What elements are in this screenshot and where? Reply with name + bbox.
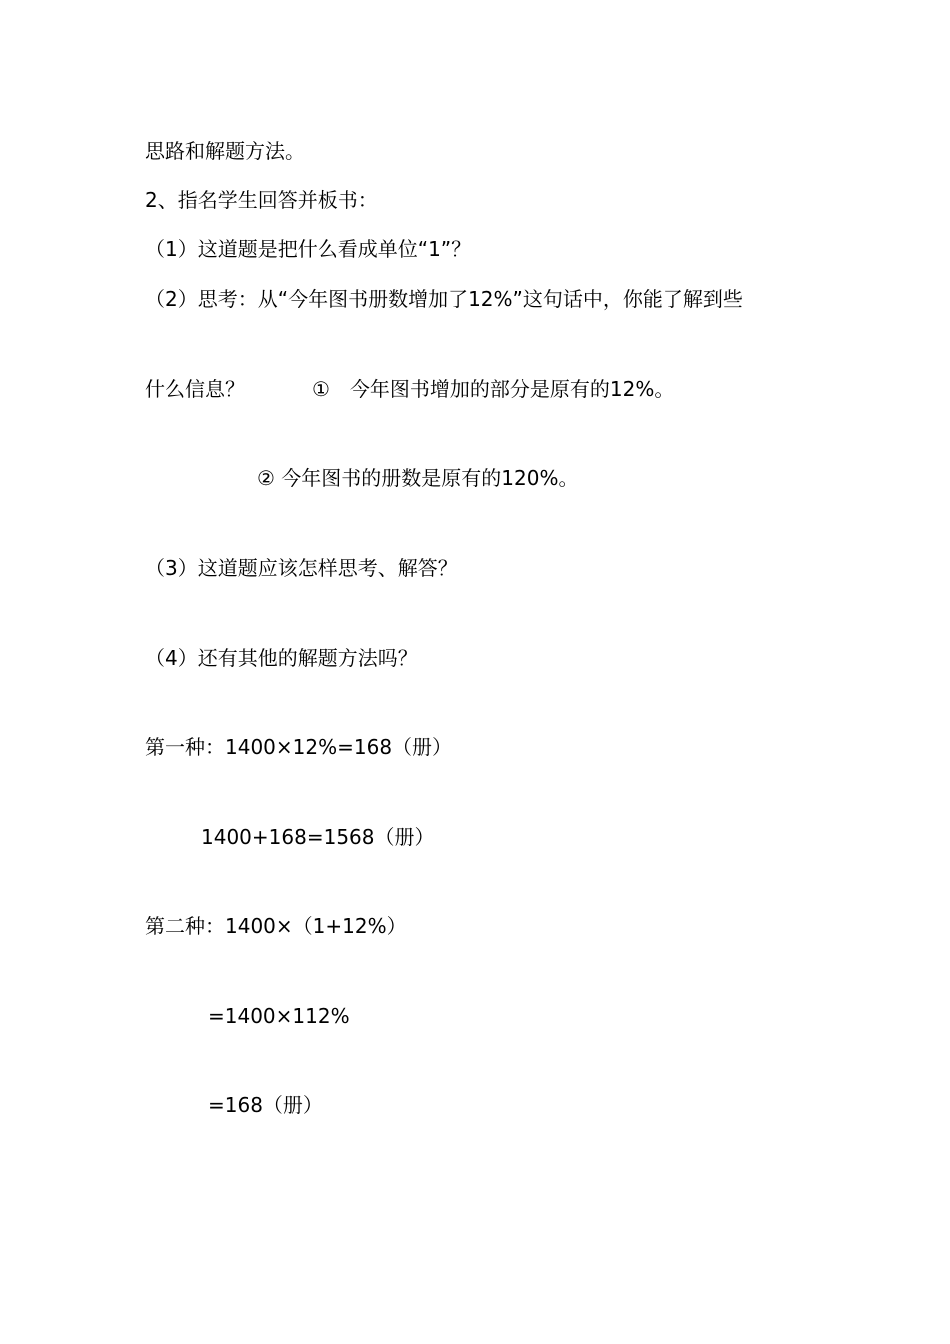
text-line-method-2: 第二种：1400×（1+12%） xyxy=(145,914,407,938)
text-line-method-2-step-2: =1400×112% xyxy=(208,1004,350,1028)
text-line-question-3: （3）这道题应该怎样思考、解答？ xyxy=(145,556,458,580)
text-line-step-2: 2、指名学生回答并板书： xyxy=(145,188,378,212)
text-line-question-2: （2）思考：从“今年图书册数增加了12%”这句话中，你能了解到些 xyxy=(145,287,743,311)
text-line-info-1: ① 今年图书增加的部分是原有的12%。 xyxy=(312,377,675,401)
text-line-method-intro: 思路和解题方法。 xyxy=(145,139,305,163)
text-line-method-2-step-3: =168（册） xyxy=(208,1093,323,1117)
text-line-info-2: ② 今年图书的册数是原有的120%。 xyxy=(257,466,579,490)
text-line-question-2-cont: 什么信息？ xyxy=(145,377,245,401)
text-line-method-1-step-2: 1400+168=1568（册） xyxy=(201,825,435,849)
text-line-question-1: （1）这道题是把什么看成单位“1”？ xyxy=(145,237,472,261)
text-line-question-4: （4）还有其他的解题方法吗？ xyxy=(145,646,418,670)
text-line-method-1: 第一种：1400×12%=168（册） xyxy=(145,735,453,759)
